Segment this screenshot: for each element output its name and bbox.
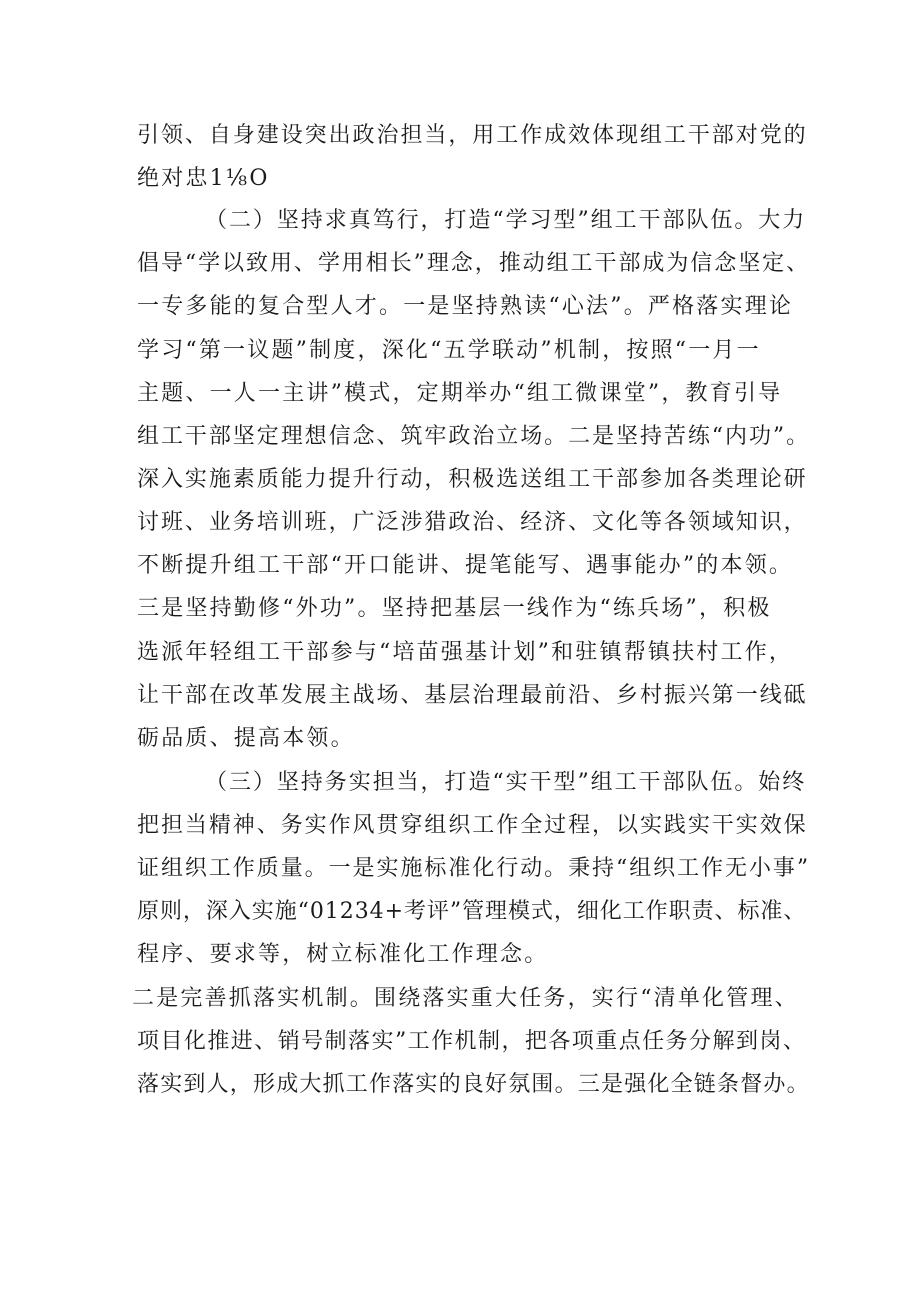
text-line: 砺品质、提高本领。 [137,726,355,751]
text-line: 证组织工作质量。一是实施标准化行动。秉持“组织工作无小事” [137,856,811,881]
text-line: 选派年轻组工干部参与“培苗强基计划”和驻镇帮镇扶村工作， [137,640,794,665]
text-line: 一专多能的复合型人才。一是坚持熟读“心法”。严格落实理论 [137,294,794,319]
text-line: 讨班、业务培训班，广泛涉猎政治、经济、文化等各领域知识， [137,510,808,535]
text-line: 不断提升组工干部“开口能讲、提笔能写、遇事能办”的本领。 [137,553,794,578]
text-line: 二是完善抓落实机制。围绕落实重大任务，实行“清单化管理、 [132,986,799,1011]
text-line: 落实到人，形成大抓工作落实的良好氛围。三是强化全链条督办。 [137,1072,810,1097]
text-line: 主题、一人一主讲”模式，定期举办“组工微课堂”，教育引导 [137,381,783,406]
text-line: 倡导“学以致用、学用相长”理念，推动组工干部成为信念坚定、 [137,251,811,276]
text-line: 学习“第一议题”制度，深化“五学联动”机制，按照“一月一 [137,338,761,363]
text-line: 项目化推进、销号制落实”工作机制，把各项重点任务分解到岗、 [137,1029,807,1054]
text-line: 引领、自身建设突出政治担当，用工作成效体现组工干部对党的 [137,123,808,148]
paragraph-heading: （二）坚持求真笃行，打造“学习型”组工干部队伍。大力 [205,208,807,233]
text-line: 三是坚持勤修“外功”。坚持把基层一线作为“练兵场”，积极 [137,596,772,621]
text-line: 组工干部坚定理想信念、筑牢政治立场。二是坚持苦练“内功”。 [137,424,811,449]
text-line: 原则，深入实施“01234+考评”管理模式，细化工作职责、标准、 [137,899,807,924]
text-line: 深入实施素质能力提升行动，积极选送组工干部参加各类理论研 [137,467,808,492]
paragraph-heading: （三）坚持务实担当，打造“实干型”组工干部队伍。始终 [205,770,807,795]
text-line: 把担当精神、务实作风贯穿组织工作全过程，以实践实干实效保 [137,813,808,838]
text-line: 让干部在改革发展主战场、基层治理最前沿、乡村振兴第一线砥 [137,683,808,708]
text-line: 程序、要求等，树立标准化工作理念。 [137,942,549,967]
text-line: 绝对忠1⅛O [137,166,270,191]
